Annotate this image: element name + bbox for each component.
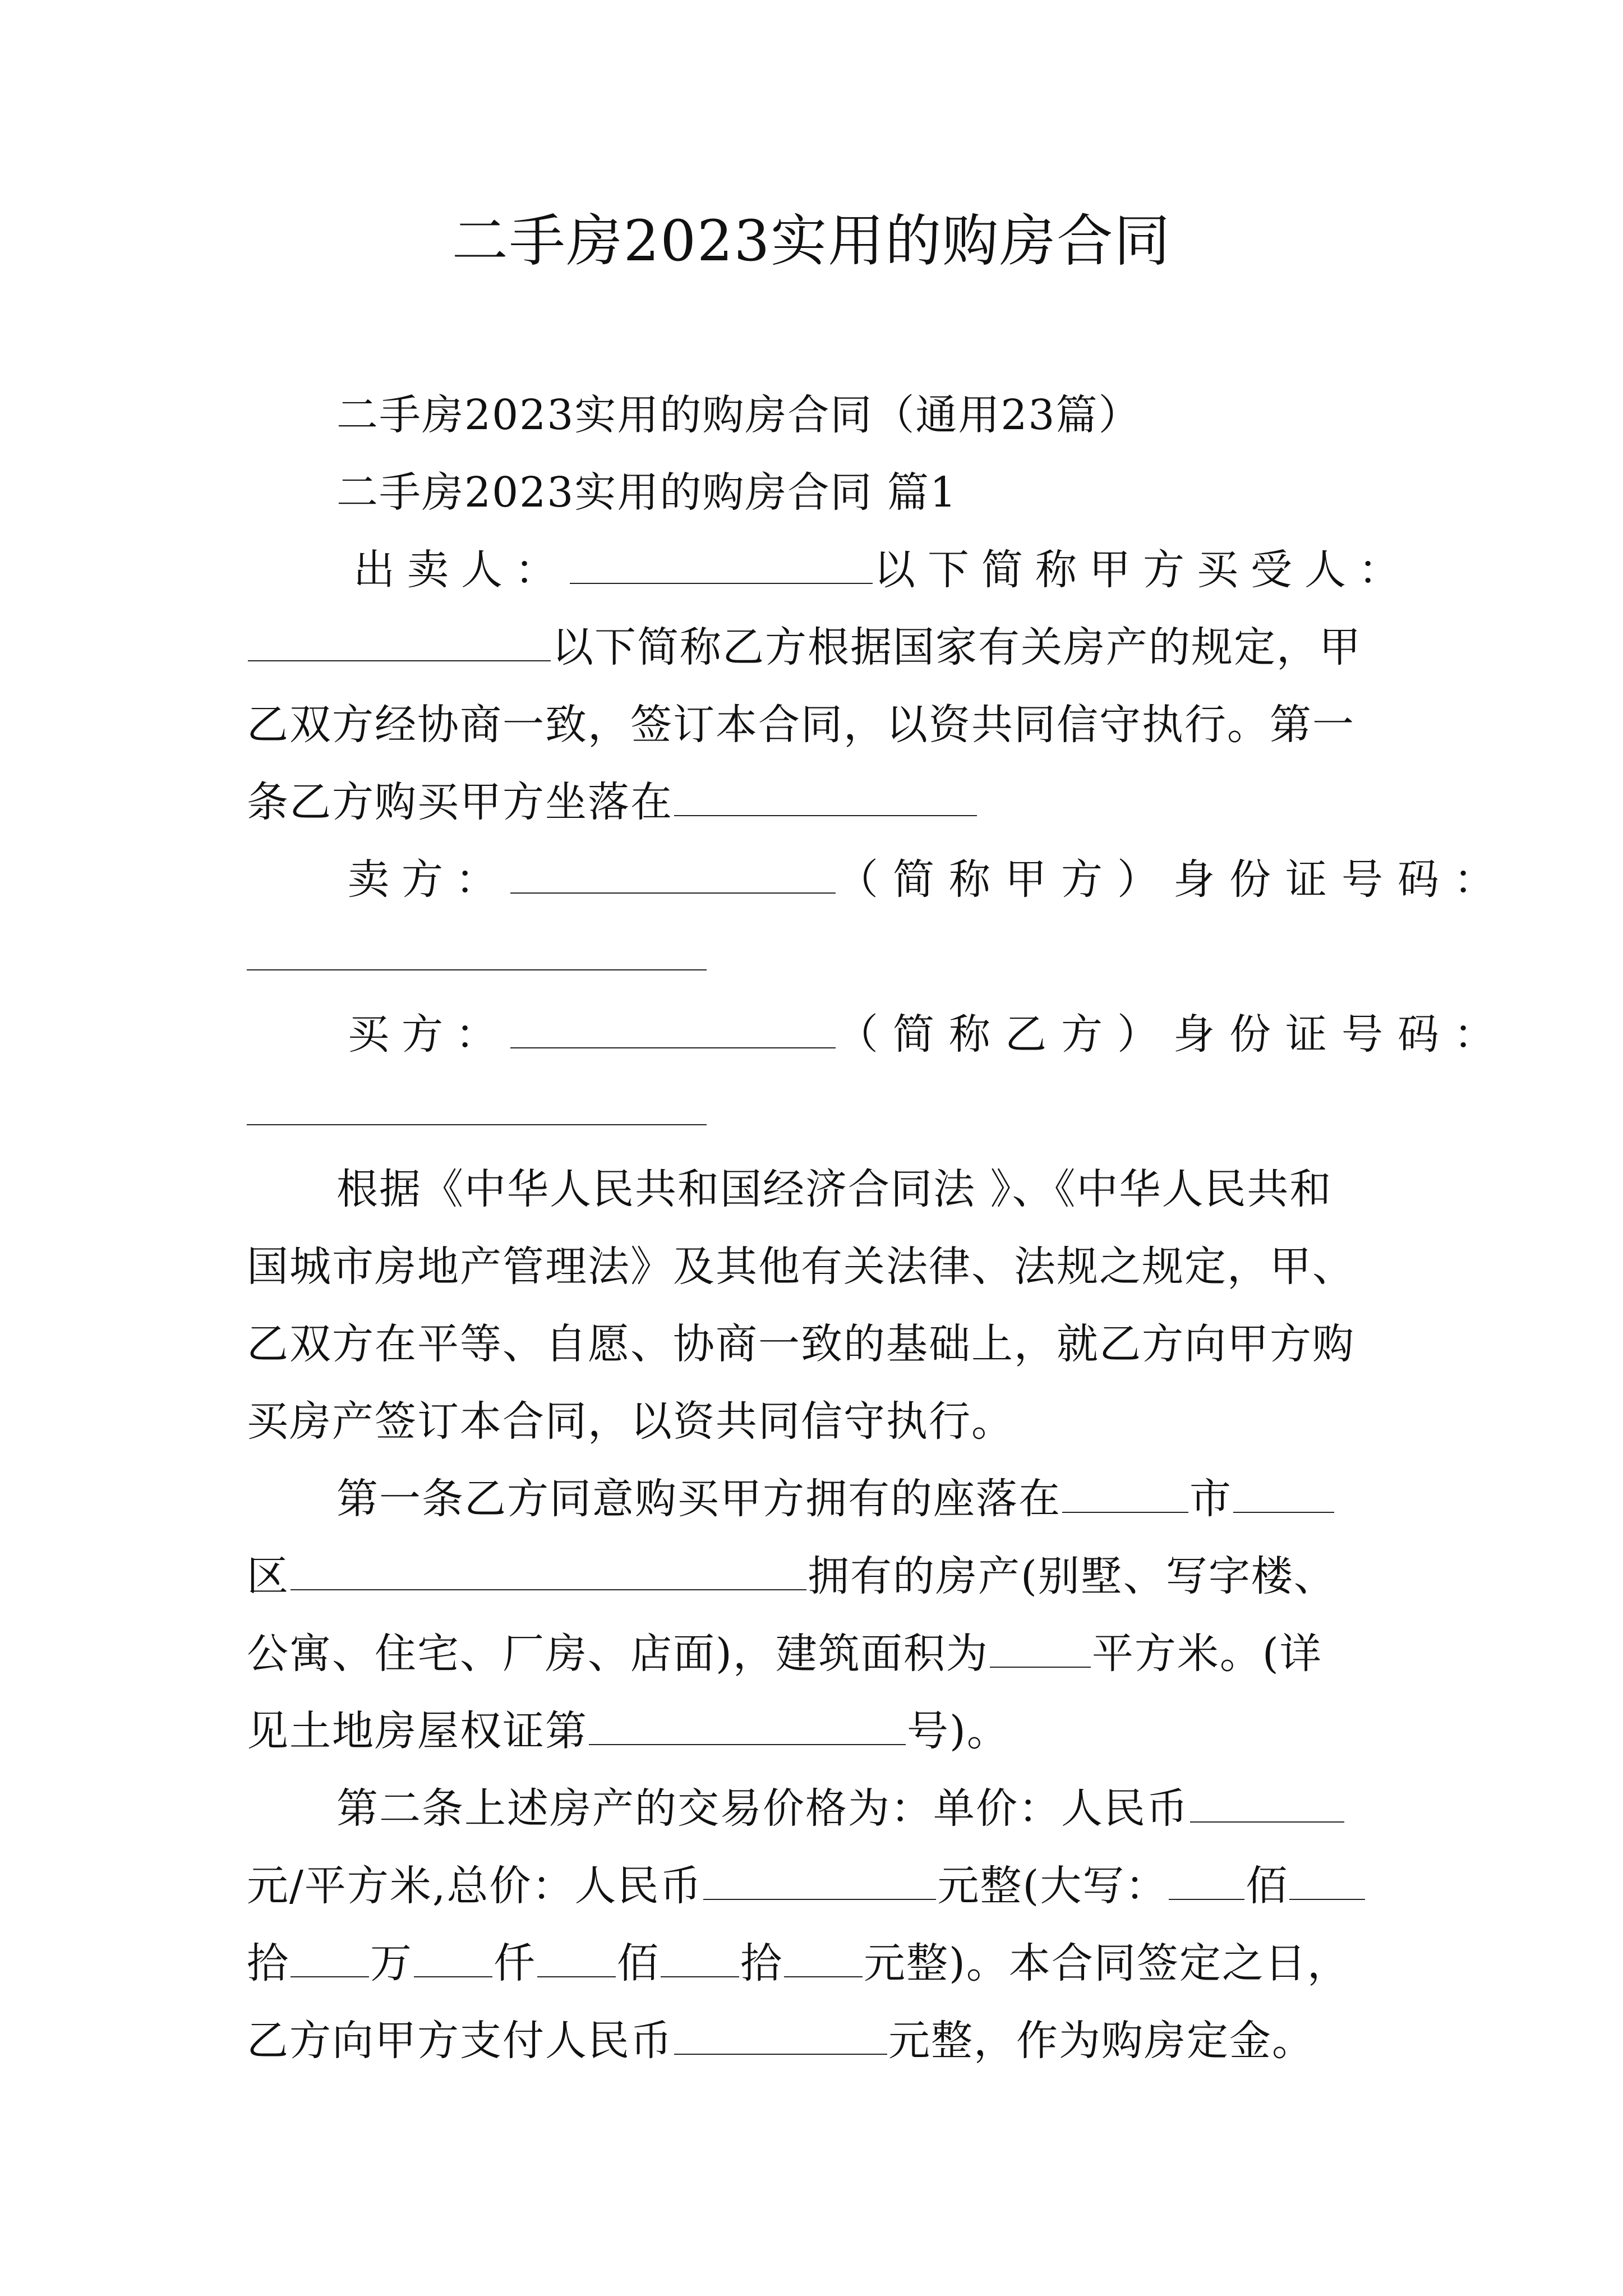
buyer-blank[interactable] <box>510 1008 836 1048</box>
seller-label: 出卖人： <box>353 546 569 594</box>
p1-line-1 <box>353 542 1412 598</box>
buyer-line-tail: （简称乙方）身份证号码： <box>837 1010 1510 1059</box>
buyer-line-label: 买方： <box>348 1010 509 1059</box>
address-blank[interactable] <box>291 1550 806 1590</box>
p1-line-4-head: 条乙方购买甲方坐落在 <box>247 778 673 826</box>
certificate-number-blank[interactable] <box>589 1705 906 1745</box>
p1-line-2 <box>247 619 1362 675</box>
thousands-label: 仟 <box>494 1939 536 1987</box>
seller-blank[interactable] <box>510 853 836 894</box>
art1-line-3 <box>247 1626 1322 1682</box>
art1-line-1 <box>336 1471 1335 1527</box>
city-label: 市 <box>1189 1475 1232 1523</box>
buyer-name-blank[interactable] <box>248 621 551 661</box>
seller-id-blank[interactable] <box>247 969 707 970</box>
p1-line-2-tail: 以下简称乙方根据国家有关房产的规定，甲 <box>552 623 1362 671</box>
amount-blank-4[interactable] <box>414 1937 492 1977</box>
district-label: 区 <box>247 1552 289 1600</box>
art2-line-1-text: 第二条上述房产的交易价格为：单价：人民币 <box>336 1784 1189 1833</box>
art2-line-2 <box>247 1858 1366 1914</box>
city-blank[interactable] <box>1062 1473 1188 1513</box>
art1-line-2-tail: 拥有的房产(别墅、写字楼、 <box>808 1552 1336 1600</box>
p1-line-3: 乙双方经协商一致，签订本合同，以资共同信守执行。第一 <box>247 701 1355 749</box>
p2-line-1: 根据《中华人民共和国经济合同法 》、《中华人民共和 <box>336 1165 1332 1213</box>
art1-line-4 <box>247 1703 1009 1759</box>
amount-blank-3[interactable] <box>291 1937 369 1977</box>
tens-label-1: 拾 <box>247 1939 289 1987</box>
seller-name-blank[interactable] <box>570 544 873 584</box>
art2-line-4-text: 乙方向甲方支付人民币 <box>247 2017 673 2065</box>
art2-line-1 <box>336 1780 1345 1837</box>
property-location-blank[interactable] <box>674 776 977 816</box>
art2-line-4-tail: 元整，作为购房定金。 <box>888 2017 1315 2065</box>
p2-line-4: 买房产签订本合同，以资共同信守执行。 <box>247 1397 1014 1446</box>
art2-line-2-text: 元/平方米,总价：人民币 <box>247 1862 703 1910</box>
buyer-line <box>348 1006 1510 1062</box>
p2-line-2: 国城市房地产管理法》及其他有关法律、法规之规定，甲、 <box>247 1243 1355 1291</box>
art1-line-3-text: 公寓、住宅、厂房、店面)，建筑面积为 <box>247 1630 989 1678</box>
buyer-id-blank[interactable] <box>247 1124 707 1125</box>
district-blank-a[interactable] <box>1233 1473 1334 1513</box>
art1-line-4-tail: 号)。 <box>907 1707 1009 1755</box>
art2-line-3 <box>247 1935 1350 1991</box>
total-price-blank[interactable] <box>703 1860 936 1900</box>
p1-line-4 <box>247 774 978 830</box>
document-title: 二手房2023实用的购房合同 <box>451 208 1172 274</box>
unit-price-blank[interactable] <box>1190 1782 1344 1823</box>
section-heading: 二手房2023实用的购房合同 篇1 <box>336 468 957 517</box>
amount-blank-7[interactable] <box>784 1937 863 1977</box>
art2-line-4 <box>247 2013 1315 2069</box>
document-subtitle: 二手房2023实用的购房合同（通用23篇） <box>336 391 1141 439</box>
art2-line-3-tail: 元整)。本合同签定之日， <box>864 1939 1350 1987</box>
art1-line-4-text: 见土地房屋权证第 <box>247 1707 588 1755</box>
amount-blank-1[interactable] <box>1169 1860 1244 1900</box>
amount-blank-5[interactable] <box>537 1937 616 1977</box>
hundreds-label-1: 佰 <box>1246 1862 1289 1910</box>
seller-line-label: 卖方： <box>348 855 509 904</box>
area-blank[interactable] <box>990 1627 1091 1668</box>
hundreds-label-2: 佰 <box>617 1939 660 1987</box>
ten-thousands-label: 万 <box>370 1939 413 1987</box>
p1-line-1-tail: 以下简称甲方买受人： <box>874 546 1412 594</box>
amount-blank-6[interactable] <box>661 1937 739 1977</box>
art1-line-1-text: 第一条乙方同意购买甲方拥有的座落在 <box>336 1475 1061 1523</box>
tens-label-2: 拾 <box>740 1939 783 1987</box>
p2-line-3: 乙双方在平等、自愿、协商一致的基础上，就乙方向甲方购 <box>247 1320 1355 1368</box>
seller-line <box>348 852 1510 908</box>
seller-line-tail: （简称甲方）身份证号码： <box>837 855 1510 904</box>
art2-line-2-mid: 元整(大写： <box>937 1862 1168 1910</box>
amount-blank-2[interactable] <box>1289 1860 1365 1900</box>
art1-line-2 <box>247 1548 1336 1604</box>
art1-line-3-tail: 平方米。(详 <box>1091 1630 1322 1678</box>
deposit-blank[interactable] <box>674 2014 887 2055</box>
